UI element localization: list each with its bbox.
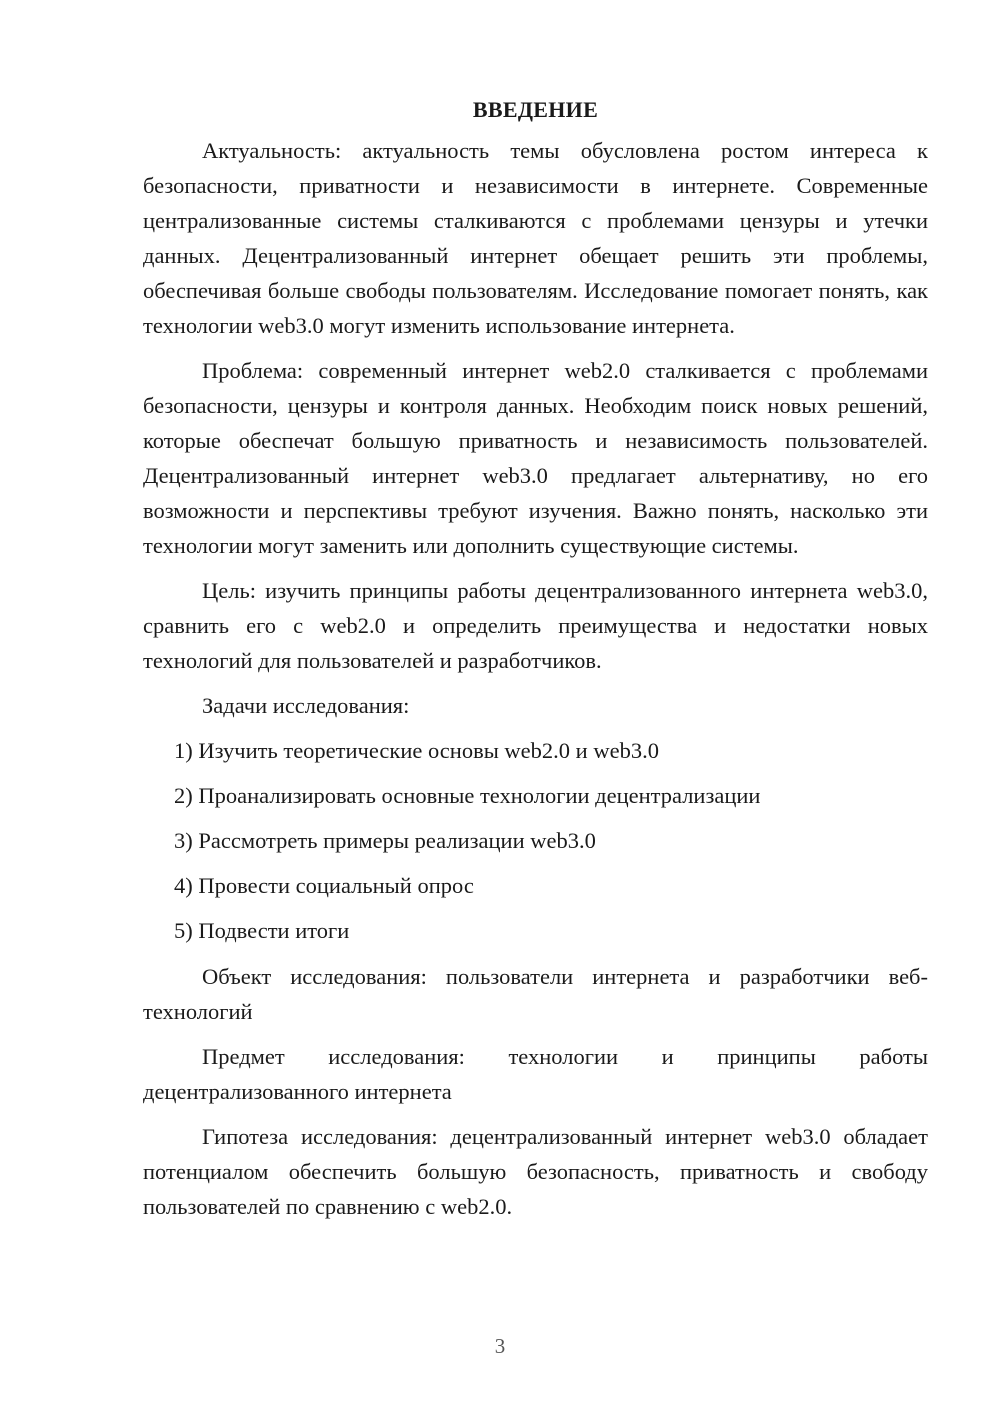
list-item-number: 4) [174, 873, 193, 898]
section-title: ВВЕДЕНИЕ [472, 97, 599, 122]
paragraph-object: Объект исследования: пользователи интернета и разработчики веб-технологий [143, 964, 928, 1024]
list-item-text: Проанализировать основные технологии децентрализации [198, 783, 761, 808]
list-item-text: Рассмотреть примеры реализации web3.0 [198, 828, 596, 853]
list-item [143, 778, 928, 813]
list-item-number: 5) [174, 918, 193, 943]
list-item-number: 3) [174, 828, 193, 853]
paragraph-relevance: Актуальность: актуальность темы обусловлена ростом интереса к безопасности, приватности и независимости в интернете. Современные централизованные системы сталкиваются с проблемами цензуры и утечки данных. Децентрализованный интернет обещает решить эти проблемы, обеспечивая больше свободы пользователям. Исследование помогает понять, как технологии web3.0 могут изменить использование интернета. [143, 138, 928, 338]
paragraph-goal: Цель: изучить принципы работы децентрализованного интернета web3.0, сравнить его с web2.0 и определить преимущества и недостатки новых технологий для пользователей и разработчиков. [143, 578, 928, 673]
paragraph-hypothesis: Гипотеза исследования: децентрализованный интернет web3.0 обладает потенциалом обеспечить большую безопасность, приватность и свободу пользователей по сравнению с web2.0. [143, 1124, 928, 1219]
paragraph-problem: Проблема: современный интернет web2.0 сталкивается с проблемами безопасности, цензуры и контроля данных. Необходим поиск новых решений, которые обеспечат большую приватность и независимость пользователей. Децентрализованный интернет web3.0 предлагает альтернативу, но его возможности и перспективы требуют изучения. Важно понять, насколько эти технологии могут заменить или дополнить существующие системы. [143, 358, 928, 558]
list-item-text: Провести социальный опрос [198, 873, 474, 898]
page-number: 3 [494, 1334, 506, 1358]
list-item-number: 2) [174, 783, 193, 808]
list-item [143, 823, 928, 858]
document-page [143, 92, 928, 1234]
list-item-number: 1) [174, 738, 193, 763]
tasks-list [143, 733, 928, 948]
list-item-text: Изучить теоретические основы web2.0 и web3.0 [198, 738, 659, 763]
list-item-text: Подвести итоги [198, 918, 350, 943]
tasks-heading: Задачи исследования: [202, 693, 410, 718]
paragraph-subject: Предмет исследования: технологии и принципы работы децентрализованного интернета [143, 1044, 928, 1104]
list-item [143, 733, 928, 768]
list-item [143, 868, 928, 903]
list-item [143, 913, 928, 948]
